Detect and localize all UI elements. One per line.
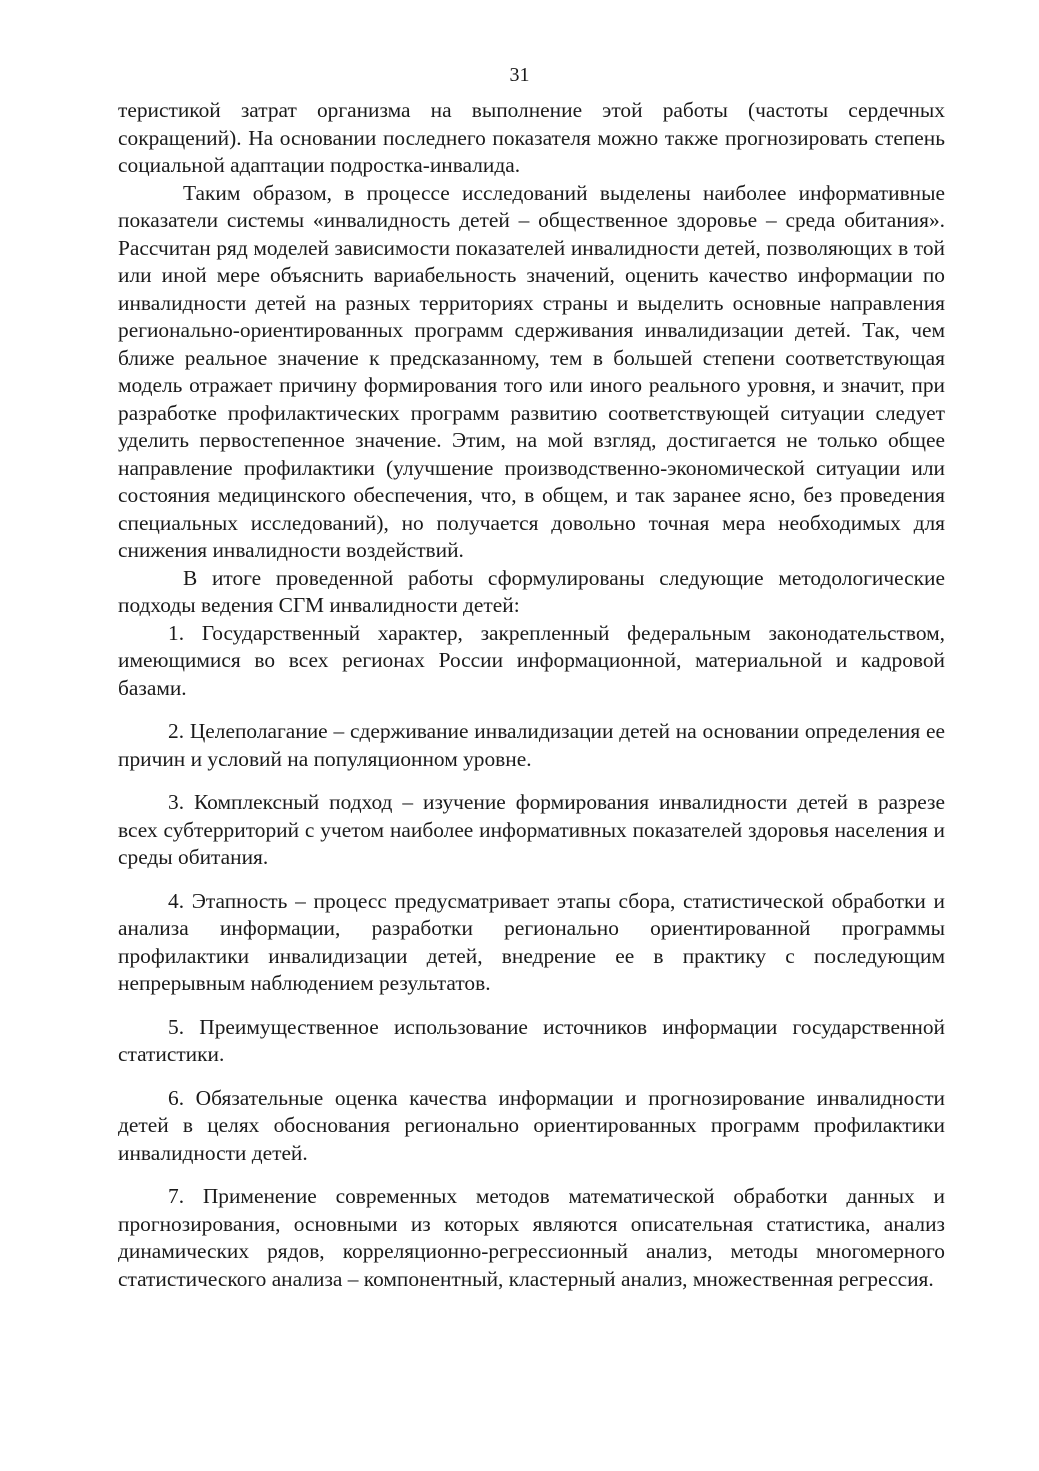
list-item: 5. Преимущественное использование источников информации государственной статистики.	[118, 1014, 945, 1066]
page-number: 31	[509, 64, 530, 86]
list-item: 6. Обязательные оценка качества информации и прогнозирование инвалидности детей в целях обоснования регионально ориентированных программ профилактики инвалидности детей.	[118, 1085, 945, 1165]
list-item: 1. Государственный характер, закрепленный федеральным законодательством, имеющимися во всех регионах России информационной, материальной и кадровой базами.	[118, 620, 945, 700]
list-item: 2. Целеполагание – сдерживание инвалидизации детей на основании определения ее причин и условий на популяционном уровне.	[118, 719, 945, 771]
paragraph-continuation: теристикой затрат организма на выполнение этой работы (частоты сердечных сокращений). На основании последнего показателя можно также прогнозировать степень социальной адаптации подростка-инвалида.	[118, 98, 945, 177]
methodology-list	[118, 620, 945, 1294]
list-item: 4. Этапность – процесс предусматривает этапы сбора, статистической обработки и анализа информации, разработки регионально ориентированной программы профилактики инвалидизации детей, внедрение ее в практику с последующим непрерывным наблюдением результатов.	[118, 888, 945, 995]
list-item: 7. Применение современных методов математической обработки данных и прогнозирования, основными из которых являются описательная статистика, анализ динамических рядов, корреляционно-регрессионный анализ, методы многомерного статистического анализа – компонентный, кластерный анализ, множественная регрессия.	[118, 1184, 945, 1291]
text-body	[118, 97, 945, 1293]
paragraph-summary: Таким образом, в процессе исследований выделены наиболее информативные показатели системы «инвалидность детей – общественное здоровье – среда обитания». Рассчитан ряд моделей зависимости показателей инвалидности детей, позволяющих в той или иной мере объяснить вариабельность значений, оценить качество информации по инвалидности детей на разных территориях страны и выделить основные направления регионально-ориентированных программ сдерживания инвалидизации детей. Так, чем ближе реальное значение к предсказанному, тем в большей степени соответствующая модель отражает причину формирования того или иного реального уровня, и значит, при разработке профилактических программ развитию соответствующей ситуации следует уделить первостепенное значение. Этим, на мой взгляд, достигается не только общее направление профилактики (улучшение производственно-экономической ситуации или состояния медицинского обеспечения, что, в общем, и так заранее ясно, без проведения специальных исследований), но получается довольно точная мера необходимых для снижения инвалидности воздействий.	[118, 180, 945, 562]
paragraph-list-intro: В итоге проведенной работы сформулированы следующие методологические подходы ведения СГМ инвалидности детей:	[118, 565, 945, 617]
list-item: 3. Комплексный подход – изучение формирования инвалидности детей в разрезе всех субтерриторий с учетом наиболее информативных показателей здоровья населения и среды обитания.	[118, 790, 945, 869]
